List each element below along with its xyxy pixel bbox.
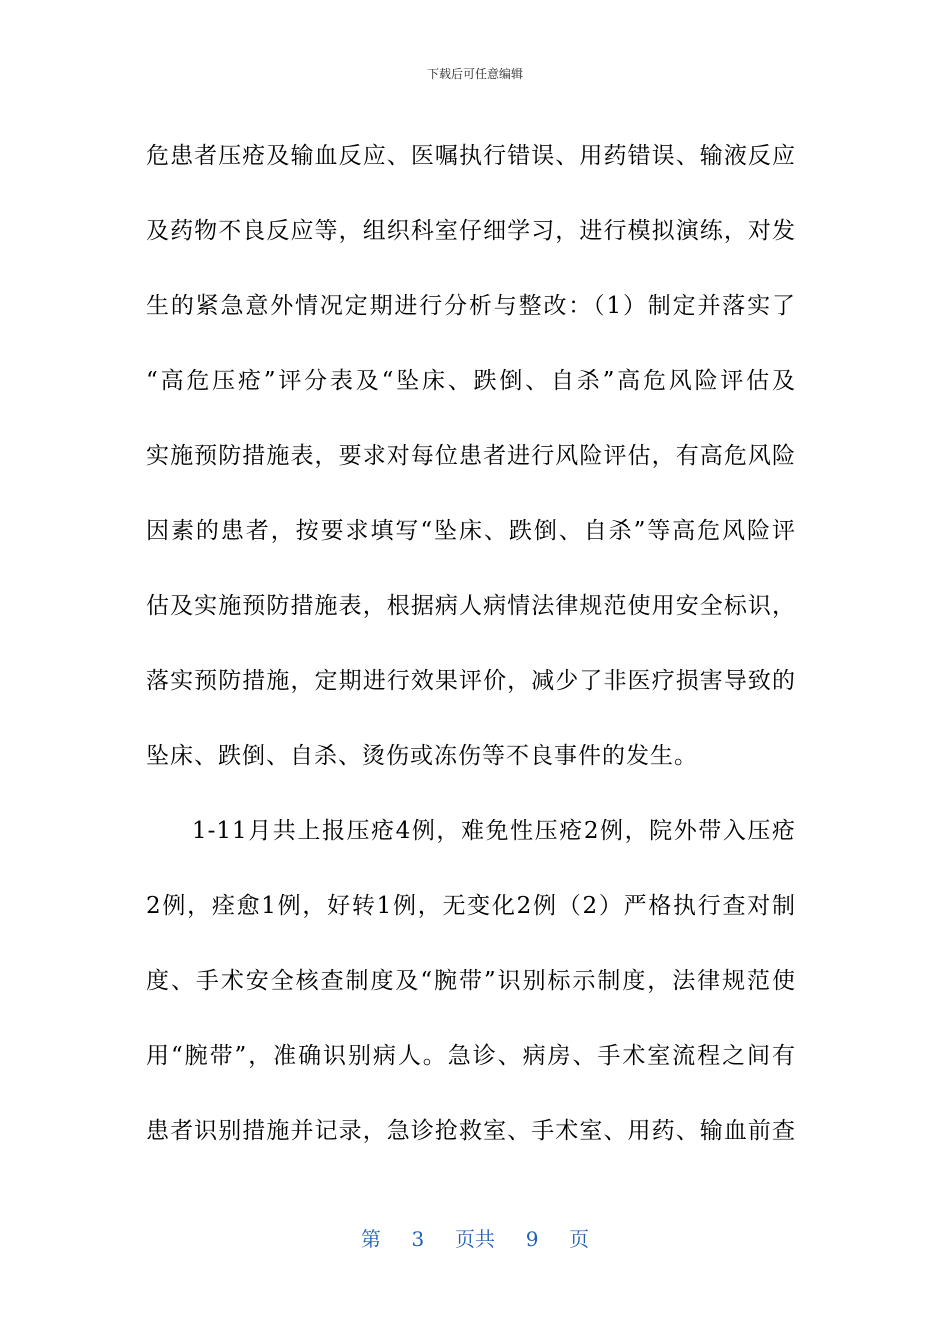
footer-total-pages: 9: [525, 1227, 539, 1251]
header-note: 下载后可任意编辑: [426, 67, 523, 81]
text-line: 因素的患者，按要求填写“坠床、跌倒、自杀”等高危风险评: [146, 518, 796, 544]
text-line: 患者识别措施并记录，急诊抢救室、手术室、用药、输血前查: [146, 1118, 796, 1144]
footer-current-page: 3: [411, 1227, 425, 1251]
text-line: 危患者压疮及输血反应、医嘱执行错误、用药错误、输液反应: [146, 143, 796, 169]
text-line: 及药物不良反应等，组织科室仔细学习，进行模拟演练，对发: [146, 218, 796, 244]
footer-suffix: 页: [569, 1227, 590, 1251]
text-line: 用“腕带”，准确识别病人。急诊、病房、手术室流程之间有: [146, 1043, 796, 1069]
text-line: 生的紧急意外情况定期进行分析与整改：（1）制定并落实了: [146, 293, 796, 319]
text-line: 1-11月共上报压疮4例，难免性压疮2例，院外带入压疮: [192, 818, 796, 844]
body-text: [146, 119, 796, 1169]
page-footer: [0, 1226, 950, 1252]
text-line: 2例，痊愈1例，好转1例，无变化2例（2）严格执行查对制: [146, 893, 796, 919]
text-line: 估及实施预防措施表，根据病人病情法律规范使用安全标识，: [146, 593, 796, 619]
text-line: 实施预防措施表，要求对每位患者进行风险评估，有高危风险: [146, 443, 796, 469]
text-line: 度、手术安全核查制度及“腕带”识别标示制度，法律规范使: [146, 968, 796, 994]
footer-prefix: 第: [360, 1227, 381, 1251]
text-line: “高危压疮”评分表及“坠床、跌倒、自杀”高危风险评估及: [146, 368, 796, 394]
footer-middle: 页共: [455, 1227, 495, 1251]
text-line: 坠床、跌倒、自杀、烫伤或冻伤等不良事件的发生。: [146, 743, 698, 769]
text-line: 落实预防措施，定期进行效果评价，减少了非医疗损害导致的: [146, 668, 796, 694]
